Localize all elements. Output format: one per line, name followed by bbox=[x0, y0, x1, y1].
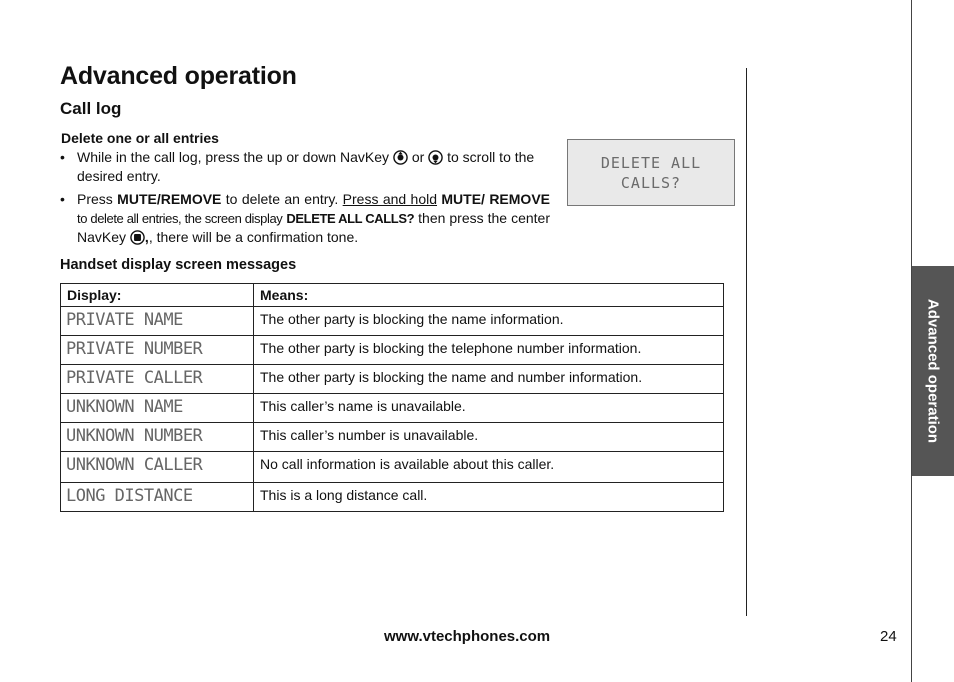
header-display: Display: bbox=[61, 284, 254, 307]
lcd-line-1: DELETE ALL bbox=[600, 154, 702, 172]
display-cell: UNKNOWN NUMBER bbox=[61, 423, 254, 452]
footer-url: www.vtechphones.com bbox=[384, 628, 551, 645]
table-row bbox=[61, 394, 724, 423]
table-row bbox=[61, 365, 724, 394]
display-cell: PRIVATE NAME bbox=[61, 307, 254, 336]
navkey-up-icon bbox=[393, 150, 408, 165]
delete-entries-heading: Delete one or all entries bbox=[61, 130, 219, 146]
means-cell: This caller’s number is unavailable. bbox=[254, 423, 724, 452]
side-tab-label: Advanced operation bbox=[924, 298, 942, 444]
display-cell: LONG DISTANCE bbox=[61, 483, 254, 512]
bullet-delete: • Press MUTE/REMOVE to delete an entry. Press and hold MUTE/ REMOVE to delete all entries, the screen display DELETE ALL CALLS? then press the center NavKey ,, there will be a confirmation tone. bbox=[60, 191, 550, 245]
table-row bbox=[61, 423, 724, 452]
bullet-dot: • bbox=[60, 149, 65, 165]
table-row bbox=[61, 336, 724, 365]
navkey-down-icon bbox=[428, 150, 443, 165]
table-row bbox=[61, 483, 724, 512]
table-row bbox=[61, 452, 724, 483]
page-title: Advanced operation bbox=[60, 62, 297, 90]
lcd-screen bbox=[567, 139, 735, 206]
instruction-list bbox=[60, 148, 550, 249]
display-cell: PRIVATE CALLER bbox=[61, 365, 254, 394]
table-heading: Handset display screen messages bbox=[60, 257, 297, 273]
section-title: Call log bbox=[60, 99, 122, 118]
means-cell: The other party is blocking the name and number information. bbox=[254, 365, 724, 394]
means-cell: This caller’s name is unavailable. bbox=[254, 394, 724, 423]
header-means: Means: bbox=[254, 284, 724, 307]
means-cell: The other party is blocking the telephone number information. bbox=[254, 336, 724, 365]
side-tab bbox=[912, 266, 954, 476]
means-cell: No call information is available about this caller. bbox=[254, 452, 724, 483]
means-cell: This is a long distance call. bbox=[254, 483, 724, 512]
display-cell: PRIVATE NUMBER bbox=[61, 336, 254, 365]
display-cell: UNKNOWN NAME bbox=[61, 394, 254, 423]
table-row bbox=[61, 307, 724, 336]
page-number: 24 bbox=[880, 628, 897, 645]
display-cell: UNKNOWN CALLER bbox=[61, 452, 254, 483]
bullet-scroll: • While in the call log, press the up or down NavKey or to scroll to the desired entry. bbox=[60, 149, 535, 184]
display-messages-table bbox=[60, 283, 724, 512]
table-header-row bbox=[61, 284, 724, 307]
means-cell: The other party is blocking the name information. bbox=[254, 307, 724, 336]
column-divider bbox=[746, 68, 747, 616]
lcd-line-2: CALLS? bbox=[620, 174, 682, 192]
bullet-dot: • bbox=[60, 191, 65, 207]
navkey-center-icon bbox=[130, 230, 145, 245]
